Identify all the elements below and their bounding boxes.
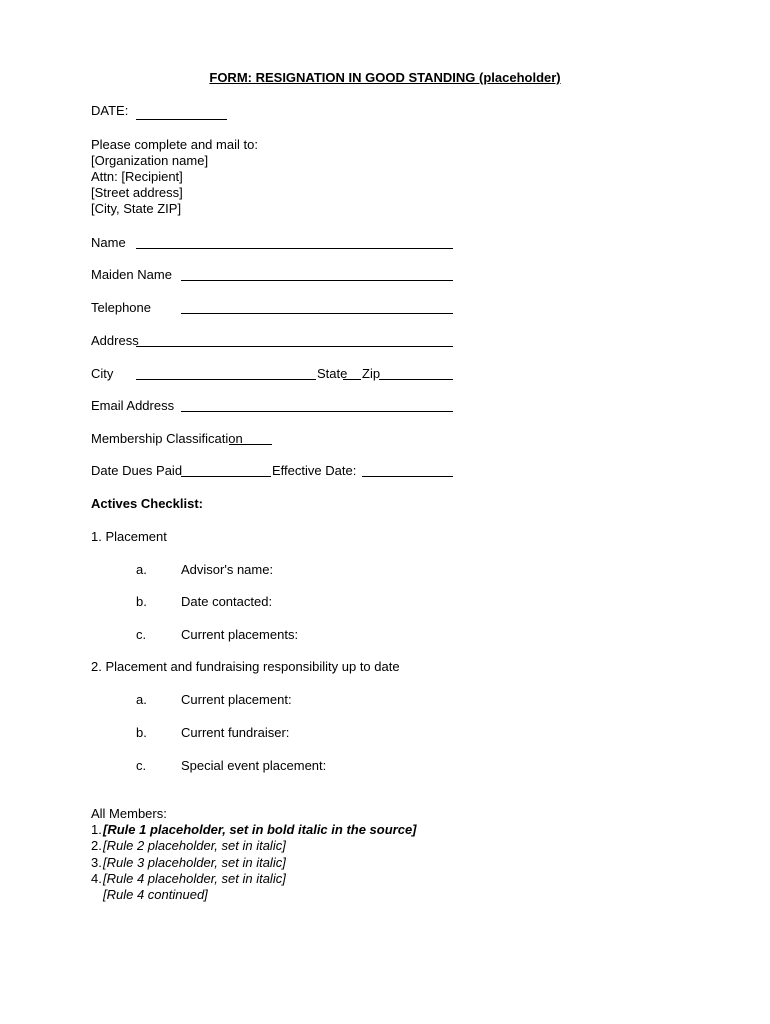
mail-to-city-state-zip: [City, State ZIP] [91,201,182,216]
section-fundraising-title: 2. Placement and fundraising responsibility up to date [91,659,400,674]
actives-checklist-heading: Actives Checklist: [91,496,203,511]
mail-to-street: [Street address] [91,185,183,200]
mail-to-heading: Please complete and mail to: [91,137,258,152]
rule-text: [Rule 2 placeholder, set in italic] [103,838,286,853]
rule-number: 1. [91,822,102,837]
placement-item-letter: c. [136,627,147,642]
placement-item-letter: a. [136,562,147,577]
date-field[interactable] [136,100,227,120]
telephone-label: Telephone [91,300,151,315]
all-members-heading: All Members: [91,806,167,821]
date-label: DATE: [91,103,129,118]
effective-date-label: Effective Date: [272,463,357,478]
date-dues-paid-field[interactable] [181,457,271,477]
address-label: Address [91,333,139,348]
rule-text: [Rule 4 placeholder, set in italic] [103,871,286,886]
maiden-name-field[interactable] [181,261,453,281]
fundraising-item-label: Current placement: [181,692,292,707]
city-label: City [91,366,114,381]
rule-number: 2. [91,838,102,853]
state-label: State [317,366,348,381]
city-field[interactable] [136,360,316,380]
membership-classification-field[interactable] [229,425,272,445]
effective-date-field[interactable] [362,457,453,477]
rule-text: [Rule 1 placeholder, set in bold italic in the source] [103,822,417,837]
maiden-name-label: Maiden Name [91,267,172,282]
rule-text-continuation: [Rule 4 continued] [103,887,208,902]
form-title: FORM: RESIGNATION IN GOOD STANDING (placeholder) [209,70,561,85]
zip-field[interactable] [379,360,453,380]
mail-to-attn: Attn: [Recipient] [91,169,183,184]
fundraising-item-label: Special event placement: [181,758,327,773]
rule-number: 4. [91,871,102,886]
placement-item-label: Current placements: [181,627,299,642]
placement-item-label: Advisor's name: [181,562,274,577]
section-placement-title: 1. Placement [91,529,167,544]
state-field[interactable] [343,360,361,380]
mail-to-org: [Organization name] [91,153,209,168]
address-field[interactable] [136,327,453,347]
fundraising-item-label: Current fundraiser: [181,725,290,740]
name-label: Name [91,235,126,250]
email-label: Email Address [91,398,175,413]
zip-label: Zip [362,366,381,381]
date-dues-paid-label: Date Dues Paid [91,463,183,478]
email-field[interactable] [181,392,453,412]
fundraising-item-letter: b. [136,725,147,740]
rule-text: [Rule 3 placeholder, set in italic] [103,855,286,870]
name-field[interactable] [136,229,453,249]
fundraising-item-letter: c. [136,758,147,773]
rule-number: 3. [91,855,102,870]
placement-item-letter: b. [136,594,147,609]
placement-item-label: Date contacted: [181,594,273,609]
membership-classification-label: Membership Classification [91,431,243,446]
telephone-field[interactable] [181,294,453,314]
fundraising-item-letter: a. [136,692,147,707]
